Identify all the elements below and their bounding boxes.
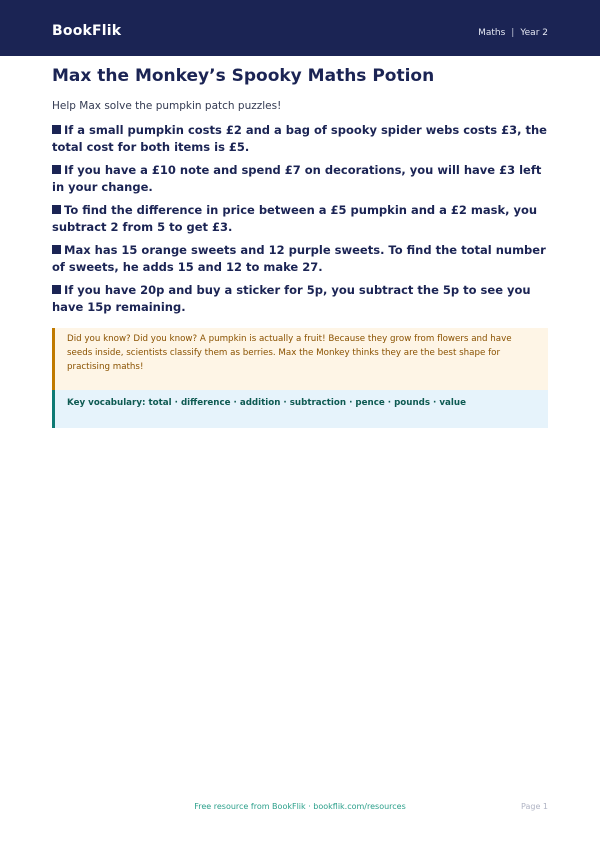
square-bullet-icon	[52, 165, 61, 174]
list-item-text: To find the difference in price between a £5 pumpkin and a £2 mask, you subtract 2 from 5 to get £3.	[52, 203, 538, 234]
list-item	[52, 282, 552, 316]
list-item-text: If you have a £10 note and spend £7 on decorations, you will have £3 left in your change.	[52, 163, 542, 194]
brand-logo[interactable]: BookFlik	[52, 23, 122, 39]
fun-fact-text: Did you know? Did you know? A pumpkin is actually a fruit! Because they grow from flowers and have seeds inside, scientists classify them as berries. Max the Monkey thinks they are the best shape for practising maths!	[67, 334, 512, 372]
list-item-text: Max has 15 orange sweets and 12 purple sweets. To find the total number of sweets, he adds 15 and 12 to make 27.	[52, 243, 546, 274]
page-header	[0, 0, 600, 56]
year-label: Year 2	[520, 28, 548, 38]
vocabulary-text: Key vocabulary: total · difference · addition · subtraction · pence · pounds · value	[67, 398, 466, 408]
fun-fact-box	[52, 328, 548, 390]
meta-separator: |	[511, 28, 515, 38]
list-item	[52, 242, 552, 276]
page-title: Max the Monkey’s Spooky Maths Potion	[52, 66, 435, 86]
subject-label: Maths	[478, 28, 506, 38]
page-number: Page 1	[521, 802, 548, 811]
list-item	[52, 122, 552, 156]
list-item	[52, 202, 552, 236]
square-bullet-icon	[52, 245, 61, 254]
footer-credit-link[interactable]: Free resource from BookFlik · bookflik.com/resources	[194, 802, 406, 811]
list-item	[52, 162, 552, 196]
list-item-text: If a small pumpkin costs £2 and a bag of spooky spider webs costs £3, the total cost for both items is £5.	[52, 123, 547, 154]
page-subtitle: Help Max solve the pumpkin patch puzzles!	[52, 100, 282, 112]
header-meta	[478, 28, 548, 38]
square-bullet-icon	[52, 125, 61, 134]
page-footer	[0, 802, 600, 814]
list-item-text: If you have 20p and buy a sticker for 5p, you subtract the 5p to see you have 15p remaining.	[52, 283, 531, 314]
question-list	[52, 122, 552, 322]
vocabulary-box	[52, 390, 548, 428]
square-bullet-icon	[52, 205, 61, 214]
square-bullet-icon	[52, 285, 61, 294]
